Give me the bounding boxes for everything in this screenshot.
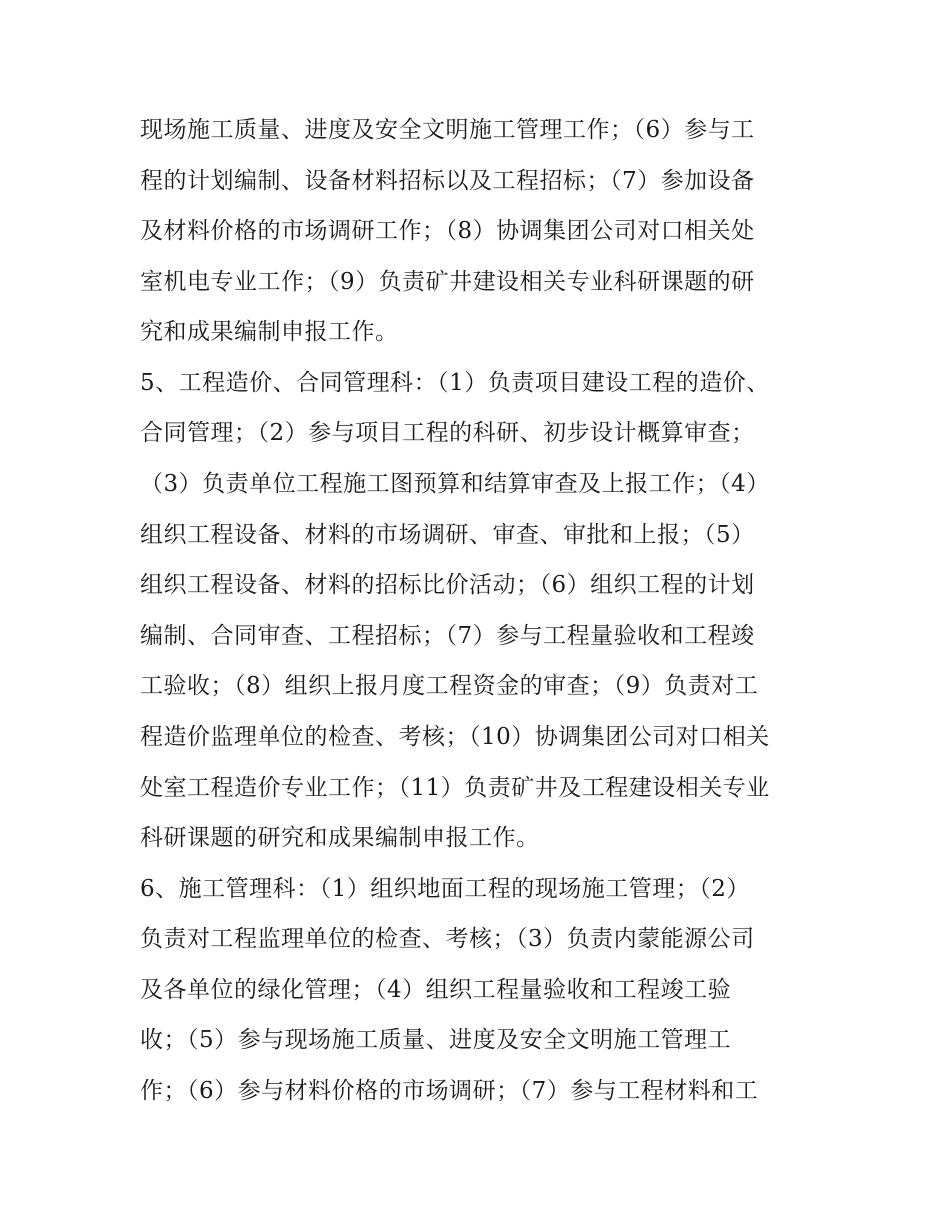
text-line: 科研课题的研究和成果编制申报工作。 <box>140 825 540 851</box>
text-line: 收；（5）参与现场施工质量、进度及安全文明施工管理工 <box>140 1027 732 1053</box>
section-heading-line: 6、施工管理科：（1）组织地面工程的现场施工管理；（2） <box>140 876 750 902</box>
text-line: 室机电专业工作；（9）负责矿井建设相关专业科研课题的研 <box>140 269 755 295</box>
text-line: 现场施工质量、进度及安全文明施工管理工作；（6）参与工 <box>140 117 755 143</box>
text-line: 工验收；（8）组织上报月度工程资金的审查；（9）负责对工 <box>140 673 759 699</box>
text-line: 组织工程设备、材料的市场调研、审查、审批和上报；（5） <box>140 522 755 548</box>
text-line: 作；（6）参与材料价格的市场调研；（7）参与工程材料和工 <box>140 1078 759 1104</box>
text-line: 程的计划编制、设备材料招标以及工程招标；（7）参加设备 <box>140 168 755 194</box>
text-line: （3）负责单位工程施工图预算和结算审查及上报工作；（4） <box>140 471 770 497</box>
text-line: 合同管理；（2）参与项目工程的科研、初步设计概算审查； <box>140 420 755 446</box>
text-line: 及各单位的绿化管理；（4）组织工程量验收和工程竣工验 <box>140 977 732 1003</box>
text-line: 编制、合同审查、工程招标；（7）参与工程量验收和工程竣 <box>140 623 755 649</box>
text-line: 负责对工程监理单位的检查、考核；（3）负责内蒙能源公司 <box>140 926 755 952</box>
text-line: 处室工程造价专业工作；（11）负责矿井及工程建设相关专业 <box>140 775 770 801</box>
text-line: 及材料价格的市场调研工作；（8）协调集团公司对口相关处 <box>140 218 755 244</box>
text-line: 究和成果编制申报工作。 <box>140 319 399 345</box>
text-line: 程造价监理单位的检查、考核；（10）协调集团公司对口相关 <box>140 724 770 750</box>
section-heading-line: 5、工程造价、合同管理科：（1）负责项目建设工程的造价、 <box>140 370 770 396</box>
text-line: 组织工程设备、材料的招标比价活动；（6）组织工程的计划 <box>140 572 755 598</box>
